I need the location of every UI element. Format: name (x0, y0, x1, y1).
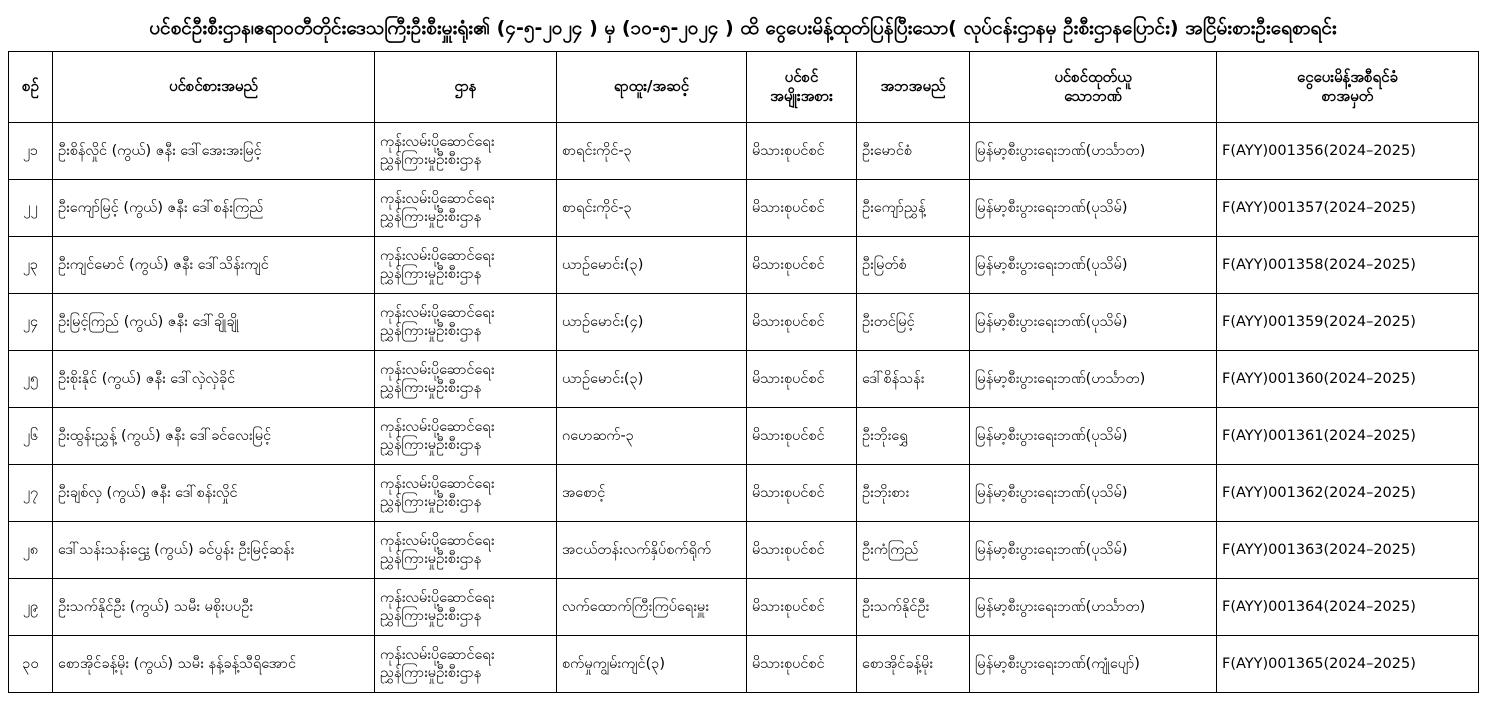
cell-pension-type: မိသားစုပင်စင် (747, 521, 857, 578)
column-header-pension-type-line2: အမျိုးအစား (770, 86, 833, 105)
column-header-father-name-line1: အဘအမည် (880, 77, 946, 96)
cell-department-line1: ကုန်းလမ်းပို့ဆောင်ရေး (380, 247, 495, 264)
cell-department (375, 293, 557, 350)
column-header-rank-line1: ရာထူး/အဆင့် (613, 77, 690, 96)
cell-serial: F(AYY)001360(2024–2025) (1217, 350, 1479, 407)
cell-department-line1: ကုန်းလမ်းပို့ဆောင်ရေး (380, 589, 495, 606)
cell-father-name: ဦးတင်မြင့် (857, 293, 970, 350)
cell-name: ဒေါ်သန်းသန်းဌွေး (ကွယ်) ခင်ပွန်း ဦးမြင့်ဆန်း (53, 521, 375, 578)
cell-department-line1: ကုန်းလမ်းပို့ဆောင်ရေး (380, 304, 495, 321)
cell-bank: မြန်မာ့စီးပွားရေးဘဏ်(ကျုံပျော်) (970, 635, 1217, 692)
cell-department-line1: ကုန်းလမ်းပို့ဆောင်ရေး (380, 532, 495, 549)
cell-department-line2: ညွှန်ကြားမှုဦးစီးဌာန (380, 208, 482, 225)
cell-department (375, 578, 557, 635)
cell-father-name: ဦးသက်နိုင်ဦး (857, 578, 970, 635)
cell-father-name: ဦးဘိုးစား (857, 464, 970, 521)
column-header-no-line1: စဉ် (22, 77, 39, 96)
cell-bank: မြန်မာ့စီးပွားရေးဘဏ်(ပုသိမ်) (970, 407, 1217, 464)
cell-department (375, 635, 557, 692)
cell-pension-type: မိသားစုပင်စင် (747, 464, 857, 521)
cell-department-line1: ကုန်းလမ်းပို့ဆောင်ရေး (380, 646, 495, 663)
cell-department-line2: ညွှန်ကြားမှုဦးစီးဌာန (380, 151, 482, 168)
cell-name: ဦးကျင်မောင် (ကွယ်) ဇနီး ဒေါ်သိန်းကျင် (53, 236, 375, 293)
cell-bank: မြန်မာ့စီးပွားရေးဘဏ်(ပုသိမ်) (970, 293, 1217, 350)
cell-department-line2: ညွှန်ကြားမှုဦးစီးဌာန (380, 436, 482, 453)
cell-bank: မြန်မာ့စီးပွားရေးဘဏ်(ဟင်္သာတ) (970, 578, 1217, 635)
cell-no: ၂၉ (9, 578, 53, 635)
column-header-department-line1: ဌာန (454, 77, 477, 96)
cell-serial: F(AYY)001358(2024–2025) (1217, 236, 1479, 293)
cell-serial: F(AYY)001361(2024–2025) (1217, 407, 1479, 464)
cell-father-name: စောအိုင်ခန့်မိုး (857, 635, 970, 692)
table-row (9, 236, 1479, 293)
column-header-serial (1217, 51, 1479, 122)
cell-pension-type: မိသားစုပင်စင် (747, 578, 857, 635)
cell-department-line1: ကုန်းလမ်းပို့ဆောင်ရေး (380, 133, 495, 150)
table-row (9, 578, 1479, 635)
cell-no: ၂၅ (9, 350, 53, 407)
cell-name: ဦးမြင့်ကြည် (ကွယ်) ဇနီး ဒေါ်ချိုချို (53, 293, 375, 350)
cell-no: ၂၂ (9, 179, 53, 236)
table-row (9, 293, 1479, 350)
table-row (9, 521, 1479, 578)
cell-pension-type: မိသားစုပင်စင် (747, 350, 857, 407)
column-header-pension-type (747, 51, 857, 122)
page-title: ပင်စင်ဦးစီးဌာန၊ဧရာဝတီတိုင်းဒေသကြီးဦးစီးမှူးရုံး၏ (၄-၅-၂၀၂၄ ) မှ (၁၀-၅-၂၀၂၄ ) ထိ ငွေပေးမိန့်ထုတ်ပြန်ပြီးသော( လုပ်ငန်းဌာနမှ ဦးစီးဌာနပြောင်း) အငြိမ်းစားဦးရေစာရင်း (149, 17, 1337, 39)
cell-serial: F(AYY)001362(2024–2025) (1217, 464, 1479, 521)
cell-department (375, 179, 557, 236)
cell-rank: ယာဉ်မောင်း(၄) (557, 293, 747, 350)
column-header-bank-line2: သောဘဏ် (1064, 86, 1122, 105)
cell-rank: စာရင်းကိုင်-၃ (557, 122, 747, 179)
column-header-no (9, 51, 53, 122)
cell-department (375, 350, 557, 407)
column-header-name (53, 51, 375, 122)
column-header-serial-line1: ငွေပေးမိန့်အစီရင်ခံ (1297, 67, 1398, 86)
cell-no: ၃၀ (9, 635, 53, 692)
cell-department-line2: ညွှန်ကြားမှုဦးစီးဌာန (380, 379, 482, 396)
cell-serial: F(AYY)001356(2024–2025) (1217, 122, 1479, 179)
cell-bank: မြန်မာ့စီးပွားရေးဘဏ်(ပုသိမ်) (970, 521, 1217, 578)
cell-department-line2: ညွှန်ကြားမှုဦးစီးဌာန (380, 607, 482, 624)
table-header-row (9, 51, 1479, 122)
cell-father-name: ဦးကံကြည် (857, 521, 970, 578)
table-row (9, 407, 1479, 464)
cell-department-line2: ညွှန်ကြားမှုဦးစီးဌာန (380, 265, 482, 282)
cell-no: ၂၄ (9, 293, 53, 350)
cell-rank: စာရင်းကိုင်-၃ (557, 179, 747, 236)
column-header-rank (557, 51, 747, 122)
cell-name: ဦးထွန်းညွှန့် (ကွယ်) ဇနီး ဒေါ်ခင်လေးမြင့် (53, 407, 375, 464)
cell-father-name: ဦးဘိုးရွှေ (857, 407, 970, 464)
cell-department (375, 407, 557, 464)
cell-father-name: ဦးမြတ်စံ (857, 236, 970, 293)
cell-bank: မြန်မာ့စီးပွားရေးဘဏ်(ပုသိမ်) (970, 236, 1217, 293)
column-header-department (375, 51, 557, 122)
cell-serial: F(AYY)001357(2024–2025) (1217, 179, 1479, 236)
cell-name: ဦးချစ်လှ (ကွယ်) ဇနီး ဒေါ်စန်းလှိုင် (53, 464, 375, 521)
cell-serial: F(AYY)001359(2024–2025) (1217, 293, 1479, 350)
cell-department-line1: ကုန်းလမ်းပို့ဆောင်ရေး (380, 475, 495, 492)
cell-no: ၂၆ (9, 407, 53, 464)
cell-serial: F(AYY)001364(2024–2025) (1217, 578, 1479, 635)
cell-bank: မြန်မာ့စီးပွားရေးဘဏ်(ဟင်္သာတ) (970, 350, 1217, 407)
cell-rank: အစောင့် (557, 464, 747, 521)
column-header-name-line1: ပင်စင်စားအမည် (169, 77, 258, 96)
cell-bank: မြန်မာ့စီးပွားရေးဘဏ်(ပုသိမ်) (970, 179, 1217, 236)
cell-name: ဦးကျော်မြင့် (ကွယ်) ဇနီး ဒေါ်စန်းကြည် (53, 179, 375, 236)
cell-name: စောအိုင်ခန့်မိုး (ကွယ်) သမီး နန့်ခန့်သီရိအောင် (53, 635, 375, 692)
cell-department (375, 521, 557, 578)
cell-no: ၂၈ (9, 521, 53, 578)
cell-department-line2: ညွှန်ကြားမှုဦးစီးဌာန (380, 550, 482, 567)
cell-pension-type: မိသားစုပင်စင် (747, 407, 857, 464)
table-row (9, 350, 1479, 407)
table-row (9, 464, 1479, 521)
cell-department-line2: ညွှန်ကြားမှုဦးစီးဌာန (380, 322, 482, 339)
table-row (9, 122, 1479, 179)
cell-rank: ဂဟေဆက်-၃ (557, 407, 747, 464)
cell-no: ၂၇ (9, 464, 53, 521)
cell-department-line2: ညွှန်ကြားမှုဦးစီးဌာန (380, 664, 482, 681)
cell-pension-type: မိသားစုပင်စင် (747, 122, 857, 179)
cell-department-line1: ကုန်းလမ်းပို့ဆောင်ရေး (380, 418, 495, 435)
cell-rank: အငယ်တန်းလက်နှိပ်စက်ရိုက် (557, 521, 747, 578)
cell-name: ဦးစိုးနိုင် (ကွယ်) ဇနီး ဒေါ်လှဲလှဲခိုင် (53, 350, 375, 407)
cell-bank: မြန်မာ့စီးပွားရေးဘဏ်(ပုသိမ်) (970, 464, 1217, 521)
cell-rank: စက်မှုကျွမ်းကျင်(၃) (557, 635, 747, 692)
table-row (9, 179, 1479, 236)
column-header-serial-line2: စာအမှတ် (1321, 86, 1374, 105)
cell-no: ၂၁ (9, 122, 53, 179)
cell-pension-type: မိသားစုပင်စင် (747, 236, 857, 293)
column-header-pension-type-line1: ပင်စင် (784, 67, 819, 86)
cell-pension-type: မိသားစုပင်စင် (747, 293, 857, 350)
cell-pension-type: မိသားစုပင်စင် (747, 179, 857, 236)
cell-name: ဦးစိန်လှိုင် (ကွယ်) ဇနီး ဒေါ်အေးအးမြင့် (53, 122, 375, 179)
cell-rank: လက်ထောက်ကြီးကြပ်ရေးမှူး (557, 578, 747, 635)
cell-name: ဦးသက်နိုင်ဦး (ကွယ်) သမီး မစိုးပပဦး (53, 578, 375, 635)
cell-pension-type: မိသားစုပင်စင် (747, 635, 857, 692)
cell-serial: F(AYY)001365(2024–2025) (1217, 635, 1479, 692)
cell-bank: မြန်မာ့စီးပွားရေးဘဏ်(ဟင်္သာတ) (970, 122, 1217, 179)
cell-department (375, 236, 557, 293)
column-header-father-name (857, 51, 970, 122)
cell-father-name: ဦးမောင်စံ (857, 122, 970, 179)
cell-department (375, 464, 557, 521)
pension-table (8, 51, 1479, 693)
cell-no: ၂၃ (9, 236, 53, 293)
cell-rank: ယာဉ်မောင်း(၃) (557, 350, 747, 407)
cell-department (375, 122, 557, 179)
table-row (9, 635, 1479, 692)
cell-department-line2: ညွှန်ကြားမှုဦးစီးဌာန (380, 493, 482, 510)
cell-serial: F(AYY)001363(2024–2025) (1217, 521, 1479, 578)
cell-father-name: ဒေါ်စိန်သန်း (857, 350, 970, 407)
cell-department-line1: ကုန်းလမ်းပို့ဆောင်ရေး (380, 190, 495, 207)
column-header-bank (970, 51, 1217, 122)
cell-department-line1: ကုန်းလမ်းပို့ဆောင်ရေး (380, 361, 495, 378)
column-header-bank-line1: ပင်စင်ထုတ်ယူ (1054, 67, 1132, 86)
cell-rank: ယာဉ်မောင်း(၃) (557, 236, 747, 293)
cell-father-name: ဦးကျော်ညွှန့် (857, 179, 970, 236)
